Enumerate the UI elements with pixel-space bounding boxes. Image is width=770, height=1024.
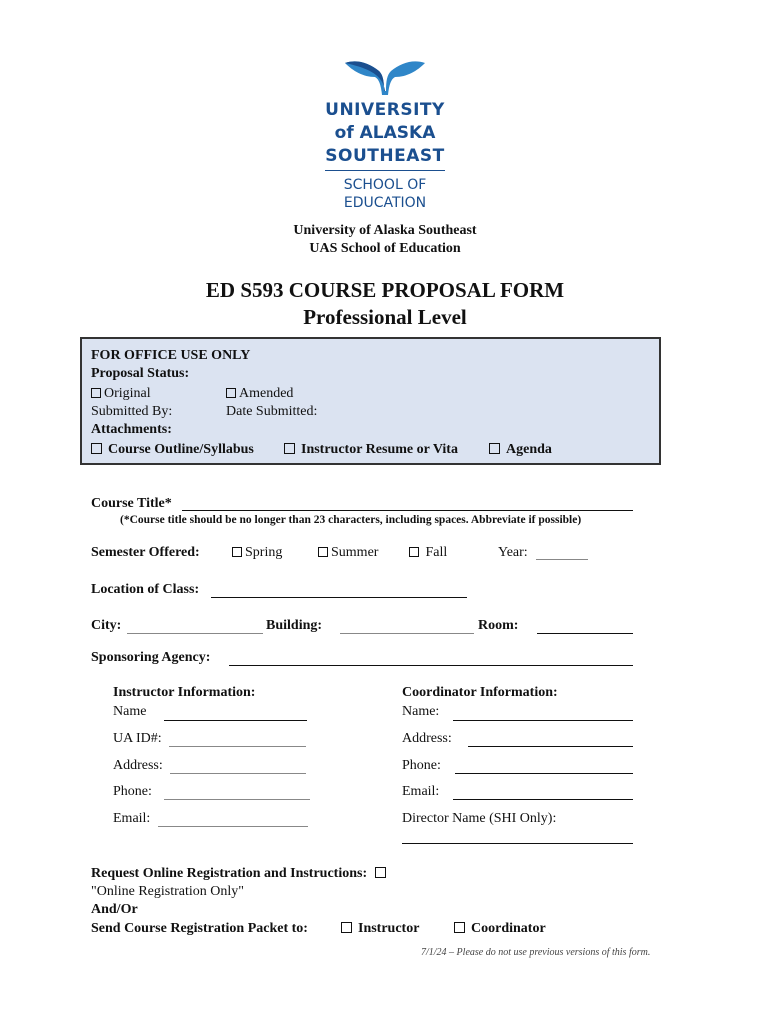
location-label: Location of Class: (91, 582, 200, 597)
instructor-email-label: Email: (113, 811, 151, 826)
page-subtitle: Professional Level (303, 305, 467, 329)
instructor-heading: Instructor Information: (113, 685, 256, 700)
original-option[interactable] (91, 386, 151, 402)
city-label: City: (91, 618, 122, 633)
send-coordinator-option[interactable] (454, 921, 546, 937)
logo-line-alaska: of ALASKA (334, 123, 436, 143)
instructor-name-field[interactable] (164, 720, 307, 721)
coordinator-email-field[interactable] (453, 799, 633, 800)
course-title-field[interactable] (182, 510, 633, 511)
logo-line-southeast: SOUTHEAST (325, 146, 445, 166)
course-title-note: (*Course title should be no longer than 23 characters, including spaces. Abbreviate if possible) (120, 514, 582, 526)
logo-line-education: EDUCATION (343, 195, 427, 211)
agenda-checkbox[interactable] (489, 443, 500, 454)
instructor-resume-checkbox[interactable] (284, 443, 295, 454)
send-instructor-checkbox[interactable] (341, 922, 352, 933)
building-label: Building: (266, 618, 323, 633)
request-registration-option[interactable] (91, 866, 392, 882)
instructor-phone-label: Phone: (113, 784, 152, 799)
agenda-label: Agenda (506, 442, 552, 457)
send-packet-label: Send Course Registration Packet to: (91, 921, 308, 936)
summer-checkbox[interactable] (318, 547, 328, 557)
fall-option[interactable] (409, 545, 447, 561)
footer-note: 7/1/24 – Please do not use previous versions of this form. (421, 947, 651, 958)
coordinator-phone-field[interactable] (455, 773, 633, 774)
course-outline-option[interactable] (91, 442, 254, 458)
amended-label: Amended (239, 386, 294, 401)
coordinator-phone-label: Phone: (402, 758, 441, 773)
coordinator-email-label: Email: (402, 784, 440, 799)
course-outline-checkbox[interactable] (91, 443, 102, 454)
year-label: Year: (498, 545, 528, 560)
submitted-by-label: Submitted By: (91, 404, 173, 419)
director-name-field[interactable] (402, 843, 633, 844)
location-field[interactable] (211, 597, 467, 598)
director-name-label: Director Name (SHI Only): (402, 811, 557, 826)
school-name: UAS School of Education (309, 241, 461, 256)
coordinator-heading: Coordinator Information: (402, 685, 558, 700)
send-coordinator-checkbox[interactable] (454, 922, 465, 933)
proposal-status-label: Proposal Status: (91, 366, 190, 381)
sponsor-label: Sponsoring Agency: (91, 650, 211, 665)
date-submitted-label: Date Submitted: (226, 404, 318, 419)
year-field[interactable] (536, 559, 588, 560)
send-instructor-option[interactable] (341, 921, 419, 937)
coordinator-name-label: Name: (402, 704, 440, 719)
online-only-text: "Online Registration Only" (91, 884, 244, 899)
coordinator-address-label: Address: (402, 731, 452, 746)
coordinator-address-field[interactable] (468, 746, 633, 747)
course-title-label: Course Title* (91, 496, 172, 511)
logo-divider (325, 170, 445, 171)
instructor-uaid-field[interactable] (169, 746, 306, 747)
logo-line-school-of: SCHOOL OF (343, 177, 427, 193)
instructor-resume-label: Instructor Resume or Vita (301, 442, 458, 457)
semester-label: Semester Offered: (91, 545, 200, 560)
fall-label: Fall (425, 545, 448, 560)
spring-label: Spring (245, 545, 283, 560)
spring-checkbox[interactable] (232, 547, 242, 557)
amended-checkbox[interactable] (226, 388, 236, 398)
instructor-uaid-label: UA ID#: (113, 731, 162, 746)
amended-option[interactable] (226, 386, 293, 402)
summer-label: Summer (331, 545, 379, 560)
instructor-phone-field[interactable] (164, 799, 310, 800)
original-checkbox[interactable] (91, 388, 101, 398)
original-label: Original (104, 386, 151, 401)
building-field[interactable] (340, 633, 474, 634)
request-registration-label: Request Online Registration and Instructions: (91, 866, 368, 881)
and-or-text: And/Or (91, 902, 138, 917)
agenda-option[interactable] (489, 442, 552, 458)
course-outline-label: Course Outline/Syllabus (108, 442, 254, 457)
send-coordinator-label: Coordinator (471, 921, 546, 936)
logo-line-university: UNIVERSITY (325, 100, 445, 120)
instructor-name-label: Name (113, 704, 147, 719)
office-heading: FOR OFFICE USE ONLY (91, 348, 251, 363)
coordinator-name-field[interactable] (453, 720, 633, 721)
instructor-address-field[interactable] (170, 773, 306, 774)
summer-option[interactable] (318, 545, 378, 561)
send-instructor-label: Instructor (358, 921, 420, 936)
page-title: ED S593 COURSE PROPOSAL FORM (205, 278, 565, 302)
attachments-label: Attachments: (91, 422, 172, 437)
room-field[interactable] (537, 633, 633, 634)
room-label: Room: (478, 618, 519, 633)
whale-tail-icon (343, 57, 427, 97)
request-registration-checkbox[interactable] (375, 867, 386, 878)
instructor-address-label: Address: (113, 758, 163, 773)
instructor-resume-option[interactable] (284, 442, 458, 458)
university-name: University of Alaska Southeast (293, 223, 477, 238)
city-field[interactable] (127, 633, 263, 634)
spring-option[interactable] (232, 545, 282, 561)
fall-checkbox[interactable] (409, 547, 419, 557)
instructor-email-field[interactable] (158, 826, 308, 827)
sponsor-field[interactable] (229, 665, 633, 666)
